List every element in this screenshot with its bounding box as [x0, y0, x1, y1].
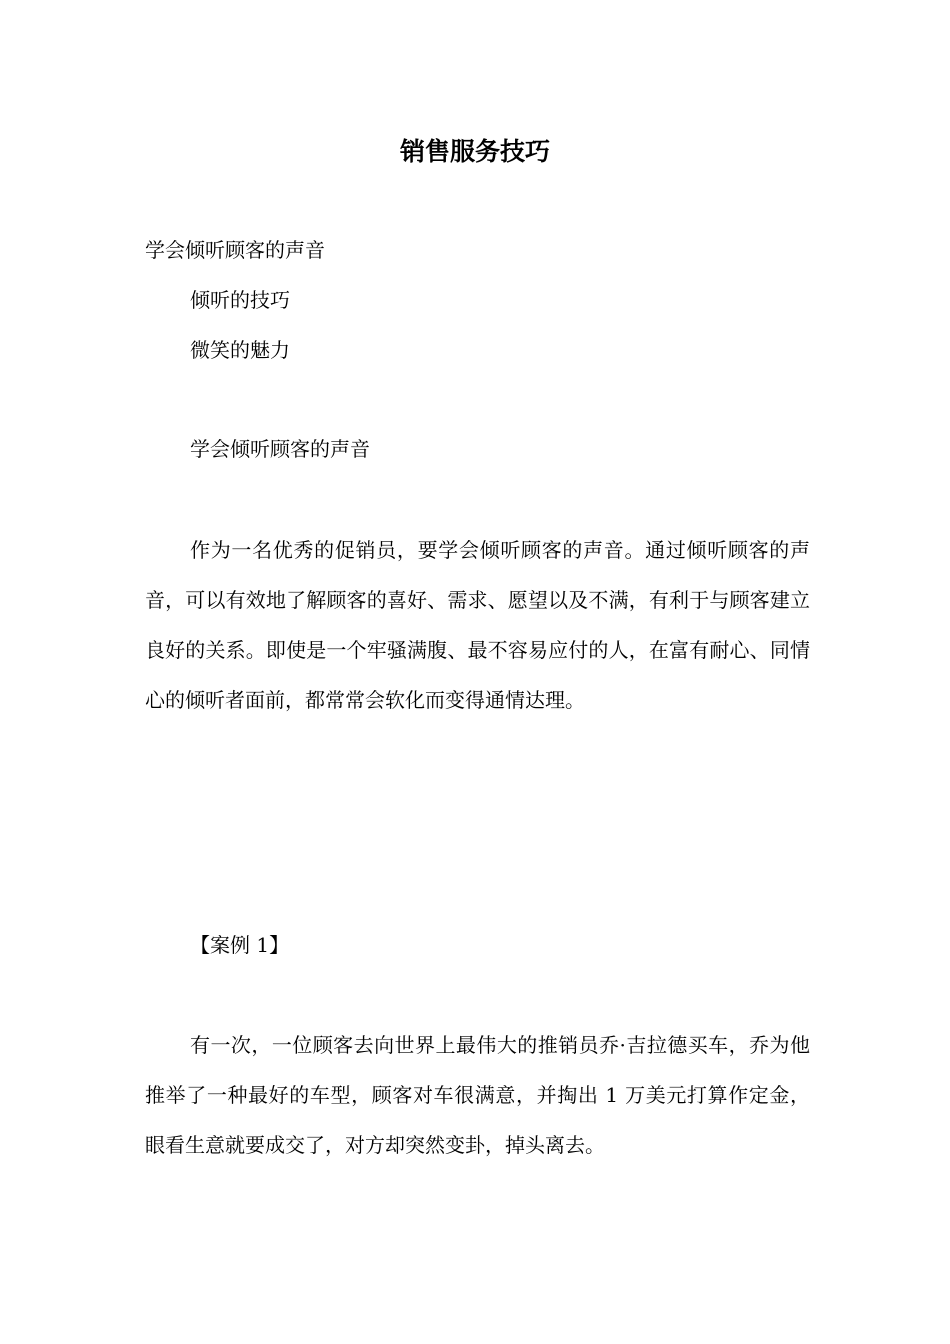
body-paragraph-1: 作为一名优秀的促销员，要学会倾听顾客的声音。通过倾听顾客的声音，可以有效地了解顾客的喜好、需求、愿望以及不满，有利于与顾客建立良好的关系。即使是一个牢骚满腹、最不容易应付的人，在富有耐心、同情心的倾听者面前，都常常会软化而变得通情达理。	[145, 538, 810, 712]
toc-item-smile-charm: 微笑的魅力	[190, 338, 290, 362]
toc-item-listening-skills: 倾听的技巧	[190, 288, 290, 312]
document-title: 销售服务技巧	[399, 137, 550, 166]
case-label: 【案例 1】	[190, 933, 290, 957]
section-heading: 学会倾听顾客的声音	[190, 437, 370, 461]
toc-item-listen-to-customers: 学会倾听顾客的声音	[145, 238, 325, 262]
body-paragraph-2: 有一次，一位顾客去向世界上最伟大的推销员乔·吉拉德买车，乔为他推举了一种最好的车型，顾客对车很满意，并掏出 1 万美元打算作定金，眼看生意就要成交了，对方却突然变卦，掉头离去。	[145, 1033, 810, 1157]
